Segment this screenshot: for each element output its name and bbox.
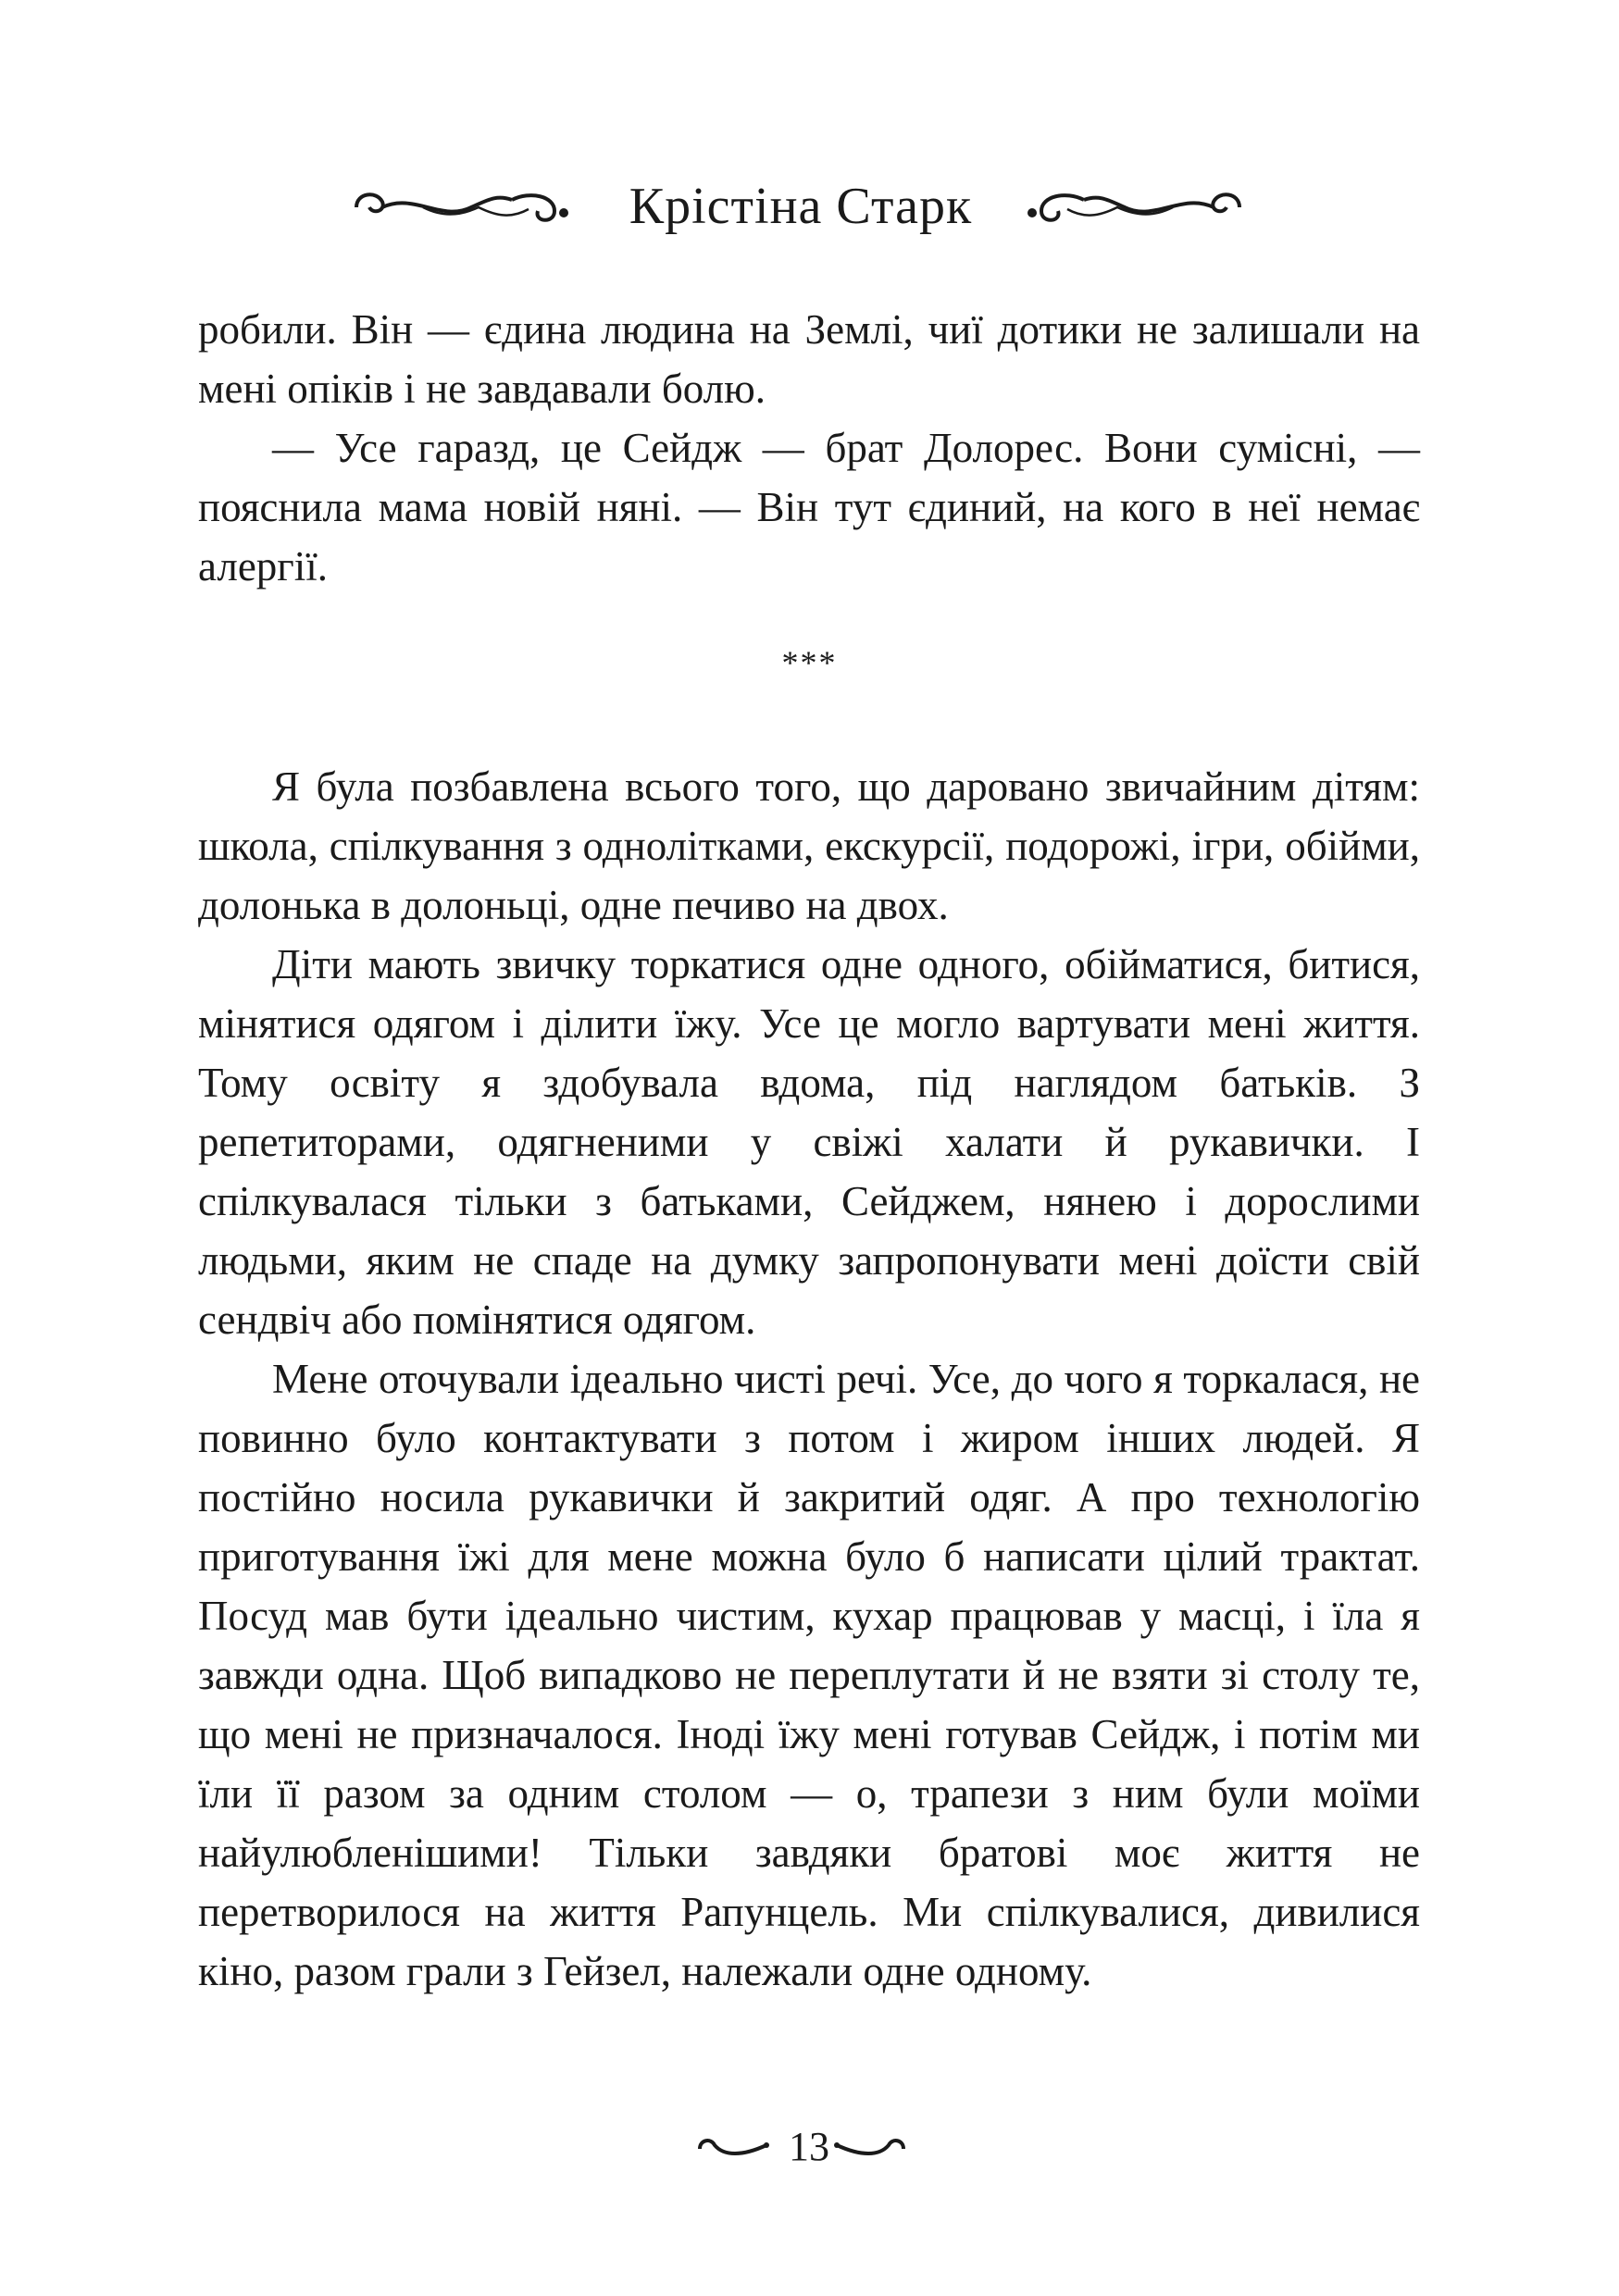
right-swash-ornament [833,2128,907,2166]
page-number: 13 [789,2124,829,2169]
left-swash-ornament [696,2128,770,2166]
page-footer [0,2119,1619,2175]
text-section-2 [198,757,1420,2001]
section-separator: *** [781,644,838,681]
text-section-1 [198,300,1420,596]
running-header-title: Крістіна Старк [629,178,973,235]
left-flourish-ornament [349,165,576,248]
paragraph: Діти мають звичку торкатися одне одного, обійматися, битися, мінятися одягом і ділити їжу. Усе це могло вартувати мені життя. Тому освіту я здобувала вдома, під наглядом батьків. З репетиторами, одягненими у свіжі халати й рукавички. І спілкувалася тільки з батьками, Сейджем, нянею і дорослими людьми, яким не спаде на думку запропонувати мені доїсти свій сендвіч або помінятися одягом. [198,941,1420,1343]
right-flourish-ornament [1020,165,1247,248]
paragraph: Мене оточували ідеально чисті речі. Усе, до чого я торкалася, не повинно було контактувати з потом і жиром інших людей. Я постійно носила рукавички й закритий одяг. А про технологію приготування їжі для мене можна було б написати цілий трактат. Посуд мав бути ідеально чистим, кухар працював у масці, і їла я завжди одна. Щоб випадково не переплутати й не взяти зі столу те, що мені не призначалося. Іноді їжу мені готував Сейдж, і потім ми їли її разом за одним столом — о, трапези з ним були моїми найулюбленішими! Тільки завдяки братові моє життя не перетворилося на життя Рапунцель. Ми спілкувалися, дивилися кіно, разом грали з Гейзел, належали одне одному. [198,1356,1420,1994]
running-header [0,165,1619,248]
paragraph: робили. Він — єдина людина на Землі, чиї дотики не залишали на мені опіків і не завдавали болю. [198,306,1420,412]
paragraph: Я була позбавлена всього того, що даровано звичайним дітям: школа, спілкування з однолітками, екскурсії, подорожі, ігри, обійми, долонька в долоньці, одне печиво на двох. [198,763,1420,928]
paragraph: — Усе гаразд, це Сейдж — брат Долорес. Вони сумісні, — пояснила мама новій няні. — Він тут єдиний, на кого в неї немає алергії. [198,425,1420,590]
